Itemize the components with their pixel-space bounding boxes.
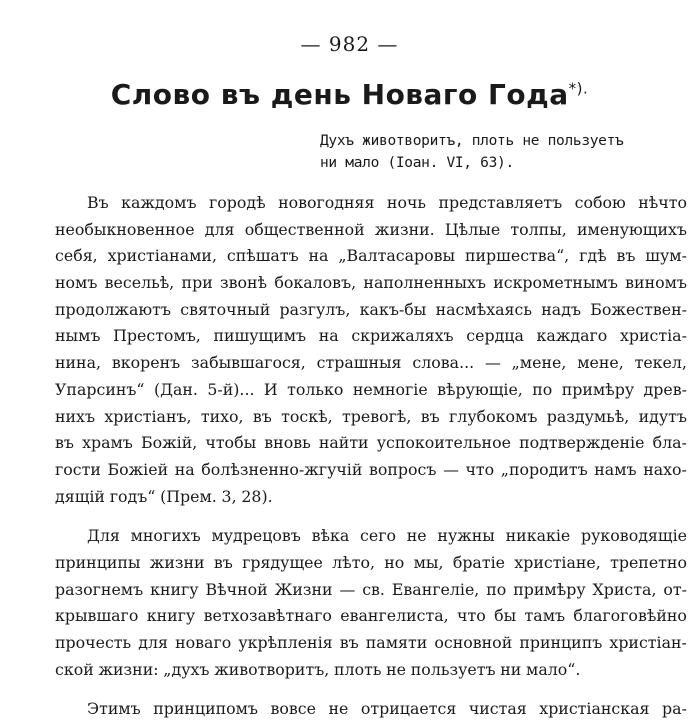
- text-line: ской жизни: „духъ животворитъ, плоть не пользуетъ ни мало“.: [55, 659, 581, 679]
- epigraph: [320, 130, 692, 174]
- text-line: дящій годъ“ (Прем. 3, 28).: [55, 486, 273, 506]
- text-line: прочесть для новаго укрѣпленія въ памяти основной принципъ христіан-: [55, 633, 687, 652]
- page-number: — 982 —: [300, 32, 399, 56]
- text-line: Этимъ принципомъ вовсе не отрицается чистая христіанская ра-: [87, 699, 687, 719]
- text-line: Упарсинъ“ (Дан. 5-й)... И только немногіе вѣрующіе, по примѣру древ-: [55, 379, 687, 399]
- text-line: продолжаютъ святочный разгулъ, какъ-бы насмѣхаясь надъ Божествен-: [55, 299, 687, 319]
- text-line: нымъ Престомъ, пишущимъ на скрижаляхъ сердца каждаго христіа-: [55, 326, 687, 346]
- text-line: нихъ христіанъ, тихо, въ тоскѣ, тревогѣ, въ глубокомъ раздумьѣ, идутъ: [55, 406, 687, 426]
- body-text: [55, 190, 687, 723]
- text-line: въ храмъ Божій, чтобы вновь найти успокоительное подтвержденіе бла-: [55, 433, 687, 453]
- epigraph-line: ни мало (Іоан. VI, 63).: [320, 155, 514, 171]
- text-line: нина, вкоренъ забывшагося, страшныя слова... — „мене, мене, текел,: [55, 353, 687, 373]
- text-line: номъ весельѣ, при звонѣ бокаловъ, наполненныхъ искрометнымъ виномъ: [55, 273, 687, 293]
- text-line: разогнемъ книгу Вѣчной Жизни — св. Евангеліе, по примѣру Христа, от-: [55, 579, 687, 599]
- text-line: Въ каждомъ городѣ новогодняя ночь представляетъ собою нѣчто: [87, 193, 687, 212]
- text-line: необыкновенное для общественной жизни. Цѣлые толпы, именующихъ: [55, 219, 687, 239]
- page-title: [0, 78, 699, 111]
- text-line: Для многихъ мудрецовъ вѣка сего не нужны никакіе руководящіе: [87, 526, 687, 546]
- text-line: гости Божіей на болѣзненно-жгучій вопросъ — что „породитъ намъ нахо-: [55, 459, 687, 479]
- text-line: себя, христіанами, спѣшатъ на „Валтасаровы пиршества“, гдѣ въ шум-: [55, 246, 687, 266]
- text-line: крывшаго книгу ветхозавѣтнаго евангелиста, что бы тамъ благоговѣйно: [55, 606, 687, 626]
- title-text: Слово въ день Новаго Года: [110, 78, 569, 111]
- epigraph-line: Духъ животворитъ, плоть не пользуетъ: [320, 133, 624, 149]
- text-line: принципы жизни въ грядущее лѣто, но мы, братіе христіане, трепетно: [55, 552, 687, 572]
- footnote-mark: *).: [568, 79, 589, 98]
